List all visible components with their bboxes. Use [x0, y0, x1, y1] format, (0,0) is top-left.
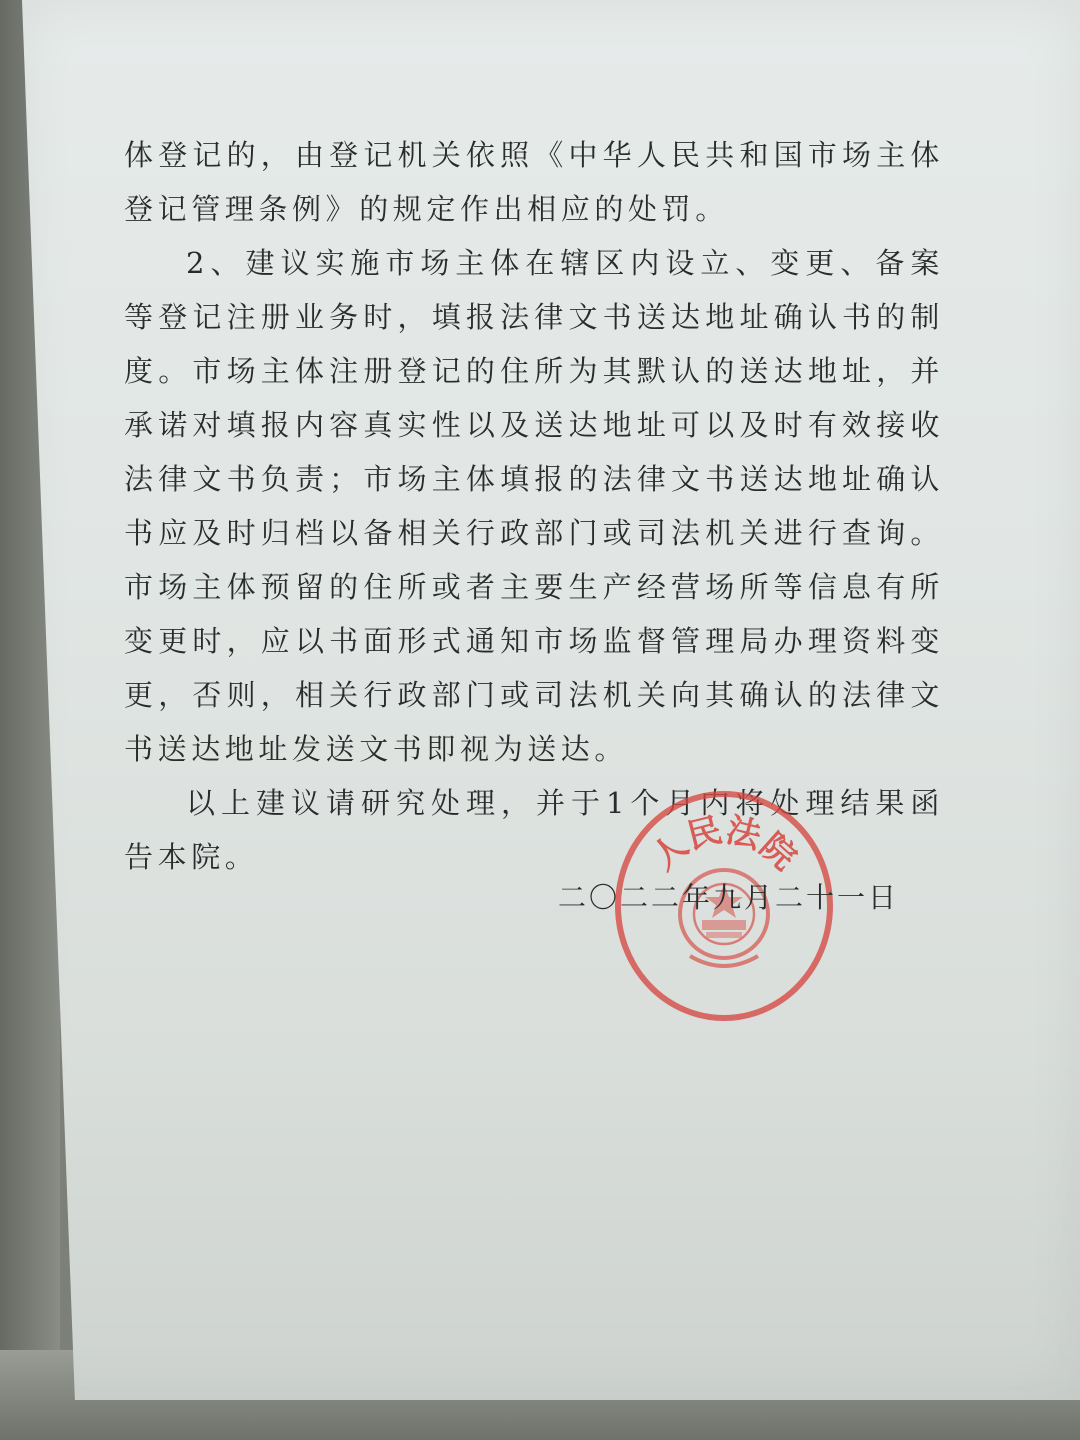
paragraph-suggestion-2: 2、建议实施市场主体在辖区内设立、变更、备案等登记注册业务时，填报法律文书送达地址确认书的制度。市场主体注册登记的住所为其默认的送达地址，并承诺对填报内容真实性以及送达地址可以及时有效接收法律文书负责；市场主体填报的法律文书送达地址确认书应及时归档以备相关行政部门或司法机关进行查询。市场主体预留的住所或者主要生产经营场所等信息有所变更时，应以书面形式通知市场监督管理局办理资料变更，否则，相关行政部门或司法机关向其确认的法律文书送达地址发送文书即视为送达。	[124, 246, 944, 766]
closing-request: 以上建议请研究处理，并于1个月内将处理结果函告本院。	[124, 786, 944, 874]
seal-text: 人民法院	[644, 810, 804, 879]
document-body	[124, 128, 944, 884]
paragraph-continuation: 体登记的，由登记机关依照《中华人民共和国市场主体登记管理条例》的规定作出相应的处罚。	[124, 138, 944, 226]
document-date: 二〇二二年九月二十一日	[558, 881, 900, 914]
